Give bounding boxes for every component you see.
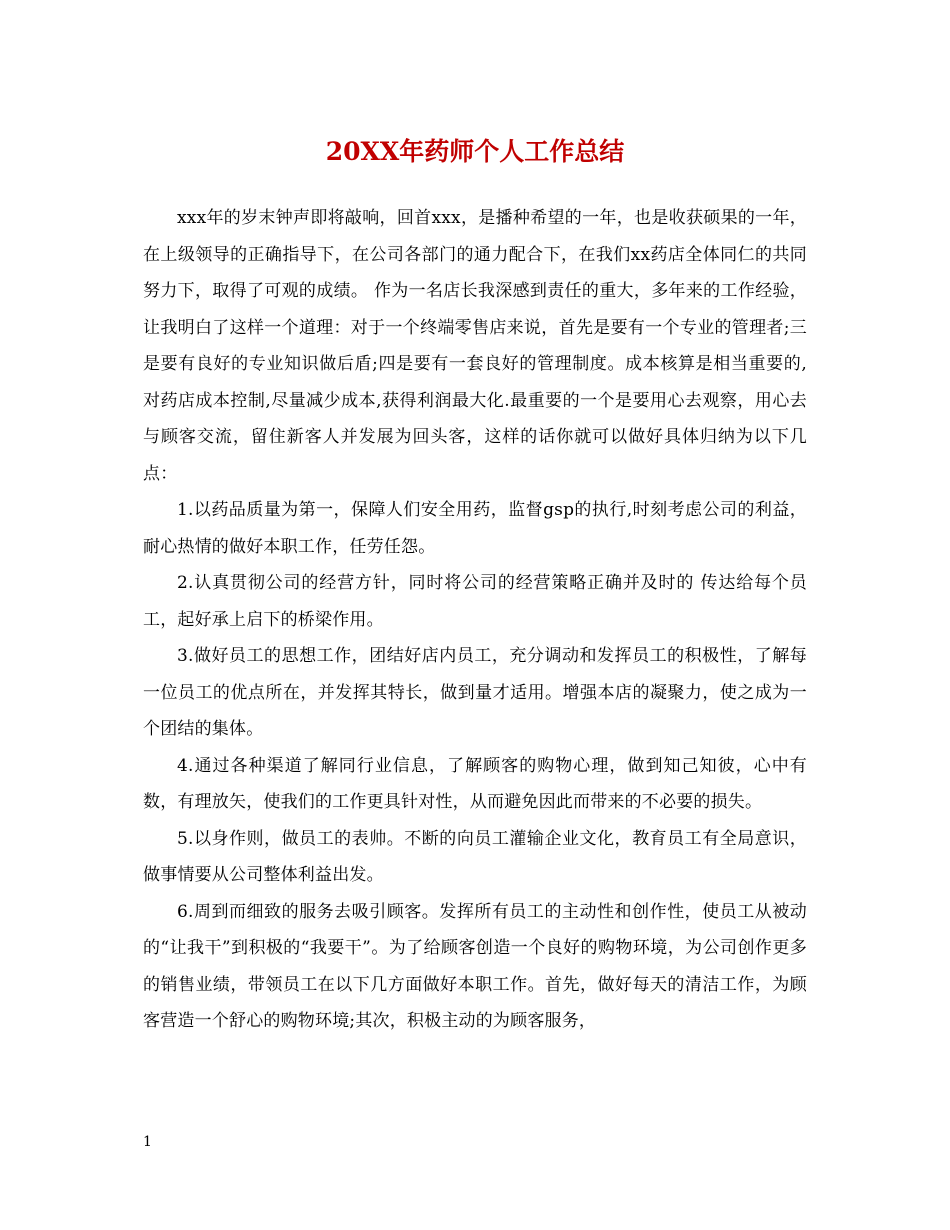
paragraph-point-1: 1.以药品质量为第一，保障人们安全用药，监督gsp的执行,时刻考虑公司的利益，耐心热情的做好本职工作，任劳任怨。 [143,500,807,557]
paragraph-point-3: 3.做好员工的思想工作，团结好店内员工，充分调动和发挥员工的积极性，了解每一位员工的优点所在，并发挥其特长，做到量才适用。增强本店的凝聚力，使之成为一个团结的集体。 [143,646,807,739]
paragraph-point-2: 2.认真贯彻公司的经营方针，同时将公司的经营策略正确并及时的 传达给每个员工，起好承上启下的桥梁作用。 [143,573,807,630]
paragraph-point-6: 6.周到而细致的服务去吸引顾客。发挥所有员工的主动性和创作性，使员工从被动的“让我干”到积极的“我要干”。为了给顾客创造一个良好的购物环境，为公司创作更多的销售业绩，带领员工在以下几方面做好本职工作。首先，做好每天的清洁工作，为顾客营造一个舒心的购物环境;其次，积极主动的为顾客服务， [143,901,807,1031]
document-title: 20XX年药师个人工作总结 [325,137,625,166]
paragraph-point-5: 5.以身作则，做员工的表帅。不断的向员工灌输企业文化，教育员工有全局意识，做事情要从公司整体利益出发。 [143,828,807,885]
paragraph-intro: xxx年的岁末钟声即将敲响，回首xxx，是播种希望的一年，也是收获硕果的一年，在上级领导的正确指导下，在公司各部门的通力配合下，在我们xx药店全体同仁的共同努力下，取得了可观的成绩。 作为一名店长我深感到责任的重大，多年来的工作经验，让我明白了这样一个道理：对于一个终端零售店来说，首先是要有一个专业的管理者;三是要有良好的专业知识做后盾;四是要有一套良好的管理制度。成本核算是相当重要的,对药店成本控制,尽量减少成本,获得利润最大化.最重要的一个是要用心去观察，用心去与顾客交流，留住新客人并发展为回头客，这样的话你就可以做好具体归纳为以下几点： [143,208,807,484]
document-body [143,200,807,1040]
paragraph-point-4: 4.通过各种渠道了解同行业信息，了解顾客的购物心理，做到知己知彼，心中有数，有理放矢，使我们的工作更具针对性，从而避免因此而带来的不必要的损失。 [143,755,807,812]
page-number: 1 [143,1134,152,1150]
